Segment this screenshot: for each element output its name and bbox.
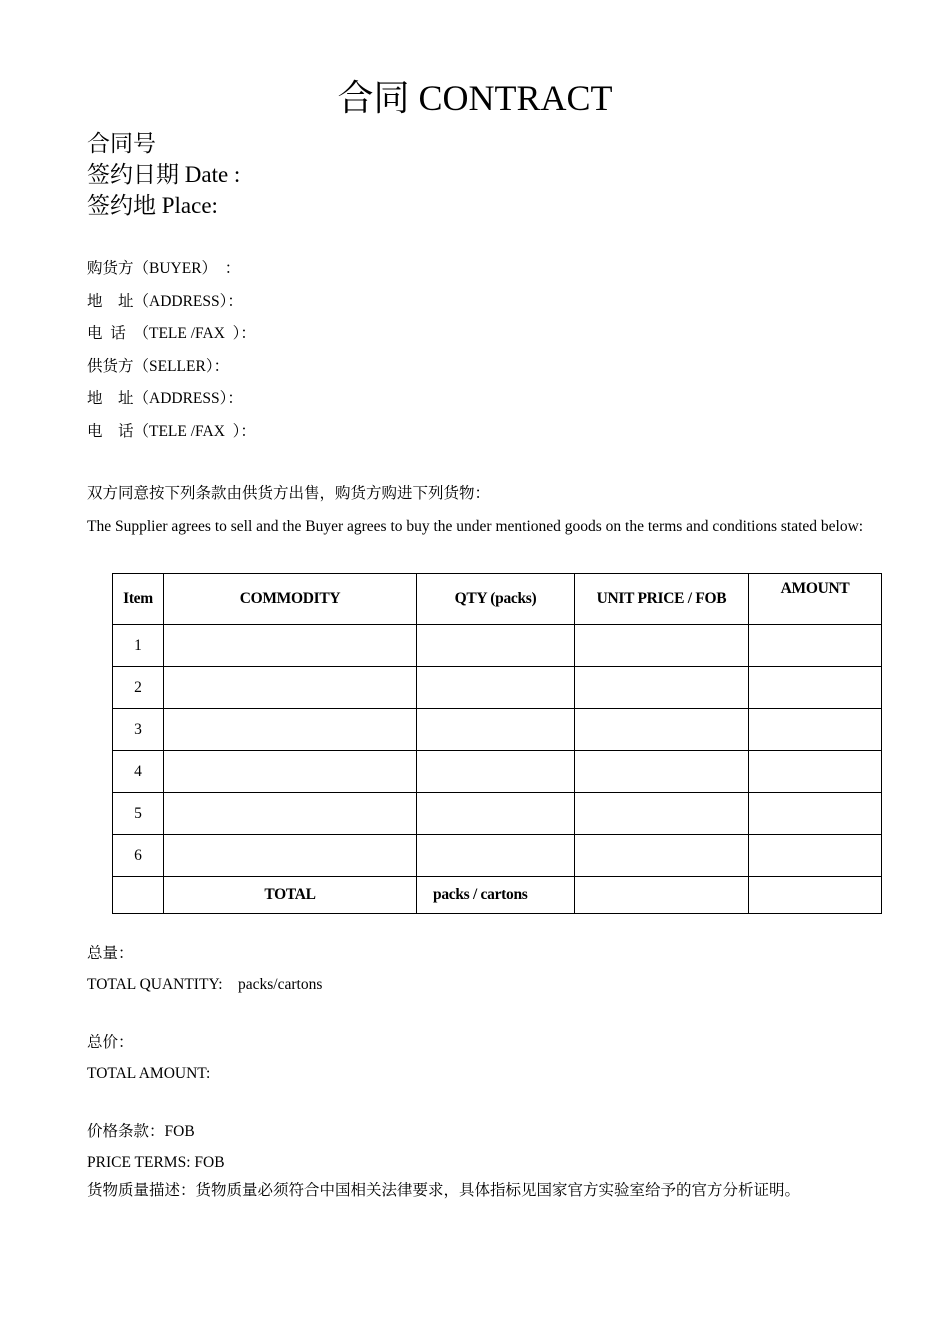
commodity-cell[interactable] (164, 667, 417, 709)
total-quantity-en: TOTAL QUANTITY: packs/cartons (87, 976, 323, 993)
amount-cell[interactable] (749, 751, 882, 793)
quality-description: 货物质量描述：货物质量必须符合中国相关法律要求，具体指标见国家官方实验室给予的官方分析证明。 (87, 1182, 801, 1199)
totals-section (87, 940, 800, 1208)
header-amount: AMOUNT (749, 574, 882, 625)
total-amount-en: TOTAL AMOUNT: (87, 1065, 211, 1082)
item-number: 3 (113, 709, 164, 751)
commodity-cell[interactable] (164, 625, 417, 667)
header-unit-price: UNIT PRICE / FOB (575, 574, 749, 625)
amount-cell[interactable] (749, 835, 882, 877)
amount-cell[interactable] (749, 625, 882, 667)
contract-number-label: 合同号 (87, 131, 156, 156)
item-number: 2 (113, 667, 164, 709)
seller-address-label: 地 址（ADDRESS）： (87, 390, 243, 408)
amount-cell[interactable] (749, 709, 882, 751)
amount-cell[interactable] (749, 667, 882, 709)
document-title: 合同 CONTRACT (337, 78, 613, 118)
signing-place-label: 签约地 Place: (87, 193, 218, 218)
header-item: Item (113, 574, 164, 625)
commodity-cell[interactable] (164, 835, 417, 877)
total-qty-unit: packs / cartons (417, 877, 575, 914)
agreement-text-cn: 双方同意按下列条款由供货方出售，购货方购进下列货物： (87, 485, 491, 502)
seller-tel-fax-label: 电 话（TELE /FAX ）： (87, 422, 256, 440)
commodity-cell[interactable] (164, 793, 417, 835)
table-row (113, 835, 882, 877)
total-label: TOTAL (164, 877, 417, 914)
commodity-cell[interactable] (164, 751, 417, 793)
header-qty: QTY (packs) (417, 574, 575, 625)
qty-cell[interactable] (417, 751, 575, 793)
total-amount-cell[interactable] (749, 877, 882, 914)
buyer-tel-fax-label: 电 话 （TELE /FAX ）： (87, 325, 256, 343)
total-quantity-cn: 总量： (87, 945, 134, 962)
goods-table (112, 573, 882, 914)
buyer-label: 购货方（BUYER） ： (87, 260, 241, 277)
table-row (113, 667, 882, 709)
commodity-cell[interactable] (164, 709, 417, 751)
amount-cell[interactable] (749, 793, 882, 835)
unit-price-cell[interactable] (575, 667, 749, 709)
total-item-cell (113, 877, 164, 914)
unit-price-cell[interactable] (575, 709, 749, 751)
table-header-row (113, 574, 882, 625)
item-number: 4 (113, 751, 164, 793)
qty-cell[interactable] (417, 625, 575, 667)
unit-price-cell[interactable] (575, 751, 749, 793)
header-commodity: COMMODITY (164, 574, 417, 625)
agreement-section (87, 480, 867, 541)
table-row (113, 751, 882, 793)
item-number: 5 (113, 793, 164, 835)
total-unit-price-cell[interactable] (575, 877, 749, 914)
price-terms-en: PRICE TERMS: FOB (87, 1154, 225, 1171)
price-terms-cn: 价格条款：FOB (87, 1123, 195, 1140)
buyer-address-label: 地 址（ADDRESS）： (87, 292, 243, 310)
qty-cell[interactable] (417, 793, 575, 835)
item-number: 6 (113, 835, 164, 877)
item-number: 1 (113, 625, 164, 667)
table-row (113, 709, 882, 751)
unit-price-cell[interactable] (575, 835, 749, 877)
table-row (113, 625, 882, 667)
seller-label: 供货方（SELLER）： (87, 357, 230, 375)
qty-cell[interactable] (417, 835, 575, 877)
total-amount-cn: 总价： (87, 1034, 134, 1051)
table-row (113, 793, 882, 835)
qty-cell[interactable] (417, 709, 575, 751)
unit-price-cell[interactable] (575, 793, 749, 835)
signing-date-label: 签约日期 Date : (87, 162, 241, 187)
unit-price-cell[interactable] (575, 625, 749, 667)
contract-meta (87, 128, 240, 221)
agreement-text-en: The Supplier agrees to sell and the Buyer agrees to buy the under mentioned goods on the terms and conditions stated below: (87, 518, 864, 535)
table-total-row (113, 877, 882, 914)
qty-cell[interactable] (417, 667, 575, 709)
parties-section (87, 255, 256, 451)
